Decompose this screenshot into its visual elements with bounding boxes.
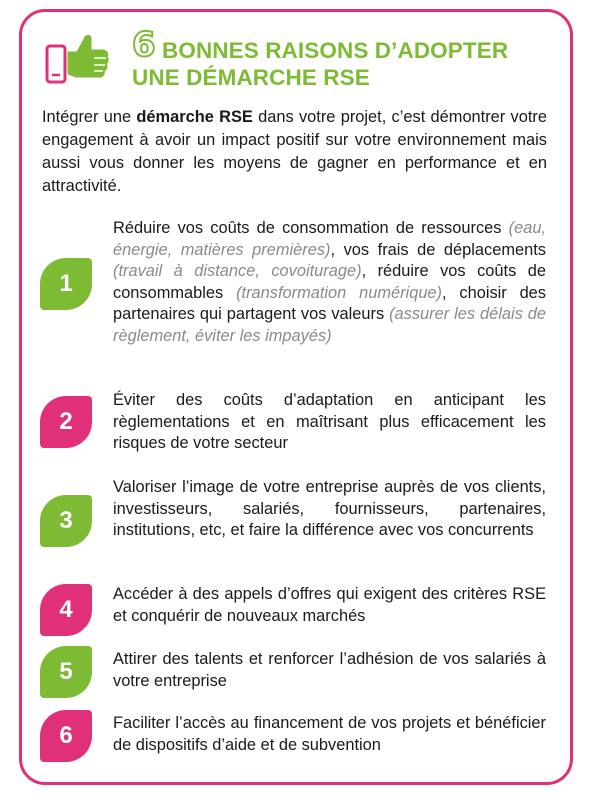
reason-run: , réduire vos coûts de consommables [113,262,546,302]
number-badge-5: 5 [40,646,92,698]
title-line-1: BONNES RAISONS D’ADOPTER [162,38,509,63]
number-badge-1: 1 [40,258,92,310]
reason-note: (transformation numérique) [236,283,443,302]
reason-text-4 [113,584,546,627]
reason-run: Réduire vos coûts de consommation de ressources [113,219,509,237]
intro-paragraph [42,106,547,198]
header [44,25,564,90]
number-badge-6: 6 [40,710,92,762]
reason-text-3 [113,477,546,542]
reason-text-5 [113,649,546,692]
title-number: 6 [132,25,156,65]
reason-text-6 [113,713,546,756]
intro-before: Intégrer une [42,108,137,126]
title-line-2: UNE DÉMARCHE RSE [132,65,370,90]
intro-bold: démarche RSE [136,108,253,126]
number-badge-3: 3 [40,495,92,547]
reason-text-2 [113,390,546,455]
reason-run: Éviter des coûts d’adaptation en anticipant les règlementations et en maîtrisant plus efficacement les risques de votre secteur [113,391,546,453]
reason-run: Accéder à des appels d’offres qui exigent des critères RSE et conquérir de nouveaux marchés [113,585,546,625]
reason-note: (assurer les délais de règlement, éviter les impayés) [113,305,546,345]
number-badge-4: 4 [40,584,92,636]
reason-run: Valoriser l’image de votre entreprise auprès de vos clients, investisseurs, salariés, fournisseurs, partenaires, institutions, etc, et faire la différence avec vos concurrents [113,478,546,540]
page-title [132,37,582,91]
reason-run: Faciliter l’accès au financement de vos projets et bénéficier de dispositifs d’aide et de subvention [113,714,546,754]
thumbs-up-phone-icon [44,30,112,86]
reason-run: Attirer des talents et renforcer l’adhésion de vos salariés à votre entreprise [113,650,546,690]
reason-note: (eau, énergie, matières premières) [113,219,546,259]
reason-note: (travail à distance, covoiturage) [113,262,362,281]
reason-run: , vos frais de déplacements [330,240,546,259]
intro-after: dans votre projet, c’est démontrer votre engagement à avoir un impact positif sur votre environnement mais aussi vous donner les moyens de gagner en performance et en attractivité. [42,108,547,195]
reason-text-1 [113,218,546,348]
reason-run: , choisir des partenaires qui partagent vos valeurs [113,283,546,324]
number-badge-2: 2 [40,396,92,448]
